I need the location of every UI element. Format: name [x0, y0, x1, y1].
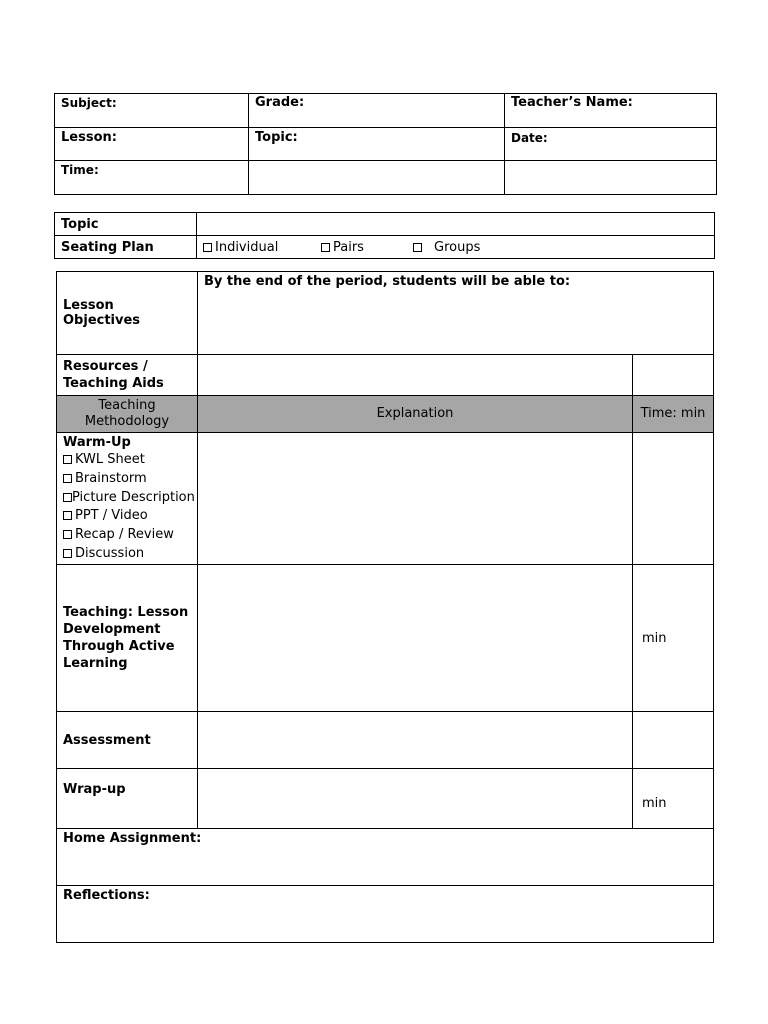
blank-cell-1[interactable]	[249, 161, 505, 195]
checkbox-icon[interactable]	[413, 243, 422, 252]
lesson-plan-table	[56, 271, 714, 943]
teacher-name-cell[interactable]	[505, 94, 717, 128]
warmup-label: Warm-Up	[63, 435, 131, 450]
time-label: Time:	[61, 163, 99, 177]
date-cell[interactable]	[505, 128, 717, 161]
home-assignment-cell[interactable]	[57, 829, 714, 886]
reflections-cell[interactable]	[57, 886, 714, 943]
warmup-option-brainstorm[interactable]: Brainstorm	[63, 470, 197, 489]
assessment-label: Assessment	[57, 712, 198, 769]
assessment-time-cell[interactable]	[633, 712, 714, 769]
date-label: Date:	[511, 131, 548, 145]
checkbox-icon[interactable]	[63, 530, 72, 539]
warmup-explanation-cell[interactable]	[198, 433, 633, 565]
checkbox-icon[interactable]	[321, 243, 330, 252]
reflections-label: Reflections:	[63, 888, 150, 903]
checkbox-icon[interactable]	[203, 243, 212, 252]
header-topic-cell[interactable]	[249, 128, 505, 161]
wrapup-time[interactable]: min	[633, 769, 714, 829]
checkbox-icon[interactable]	[63, 493, 72, 502]
grade-cell[interactable]	[249, 94, 505, 128]
checkbox-icon[interactable]	[63, 549, 72, 558]
time-cell[interactable]	[55, 161, 249, 195]
checkbox-icon[interactable]	[63, 511, 72, 520]
wrapup-explanation-cell[interactable]	[198, 769, 633, 829]
seating-plan-label: Seating Plan	[55, 236, 197, 259]
blank-cell-2[interactable]	[505, 161, 717, 195]
warmup-option-kwl[interactable]: KWL Sheet	[63, 451, 197, 470]
warmup-option-ppt-video[interactable]: PPT / Video	[63, 507, 197, 526]
home-assignment-label: Home Assignment:	[63, 831, 202, 846]
wrapup-label: Wrap-up	[57, 769, 198, 829]
teaching-time[interactable]: min	[633, 565, 714, 712]
lesson-cell[interactable]	[55, 128, 249, 161]
warmup-option-recap-review[interactable]: Recap / Review	[63, 526, 197, 545]
warmup-option-picture-description[interactable]: Picture Description	[63, 489, 197, 508]
seating-options-cell	[197, 236, 715, 259]
topic-row-label: Topic	[55, 213, 197, 236]
header-explanation: Explanation	[198, 396, 633, 433]
header-topic-label: Topic:	[255, 130, 298, 145]
topic-input-cell[interactable]	[197, 213, 715, 236]
objectives-cell[interactable]	[198, 272, 714, 355]
subject-label: Subject:	[61, 96, 117, 110]
seating-option-groups[interactable]: Groups	[413, 240, 480, 255]
teaching-explanation-cell[interactable]	[198, 565, 633, 712]
checkbox-icon[interactable]	[63, 455, 72, 464]
subject-cell[interactable]	[55, 94, 249, 128]
grade-label: Grade:	[255, 95, 305, 110]
resources-label: Resources / Teaching Aids	[57, 355, 198, 396]
warmup-time-cell[interactable]	[633, 433, 714, 565]
resources-time-cell[interactable]	[633, 355, 714, 396]
header-time: Time: min	[633, 396, 714, 433]
topic-seating-table	[54, 212, 715, 259]
seating-option-individual[interactable]: Individual	[203, 240, 321, 255]
teacher-name-label: Teacher’s Name:	[511, 95, 633, 110]
teaching-label: Teaching: Lesson Development Through Active Learning	[57, 565, 198, 712]
objectives-label: Lesson Objectives	[57, 272, 198, 355]
warmup-cell	[57, 433, 198, 565]
seating-option-pairs[interactable]: Pairs	[321, 240, 413, 255]
checkbox-icon[interactable]	[63, 474, 72, 483]
warmup-option-discussion[interactable]: Discussion	[63, 545, 197, 564]
resources-cell[interactable]	[198, 355, 633, 396]
lesson-label: Lesson:	[61, 130, 117, 145]
objectives-prompt: By the end of the period, students will be able to:	[204, 274, 571, 289]
header-methodology: Teaching Methodology	[57, 396, 198, 433]
assessment-explanation-cell[interactable]	[198, 712, 633, 769]
lesson-header-table	[54, 93, 717, 195]
